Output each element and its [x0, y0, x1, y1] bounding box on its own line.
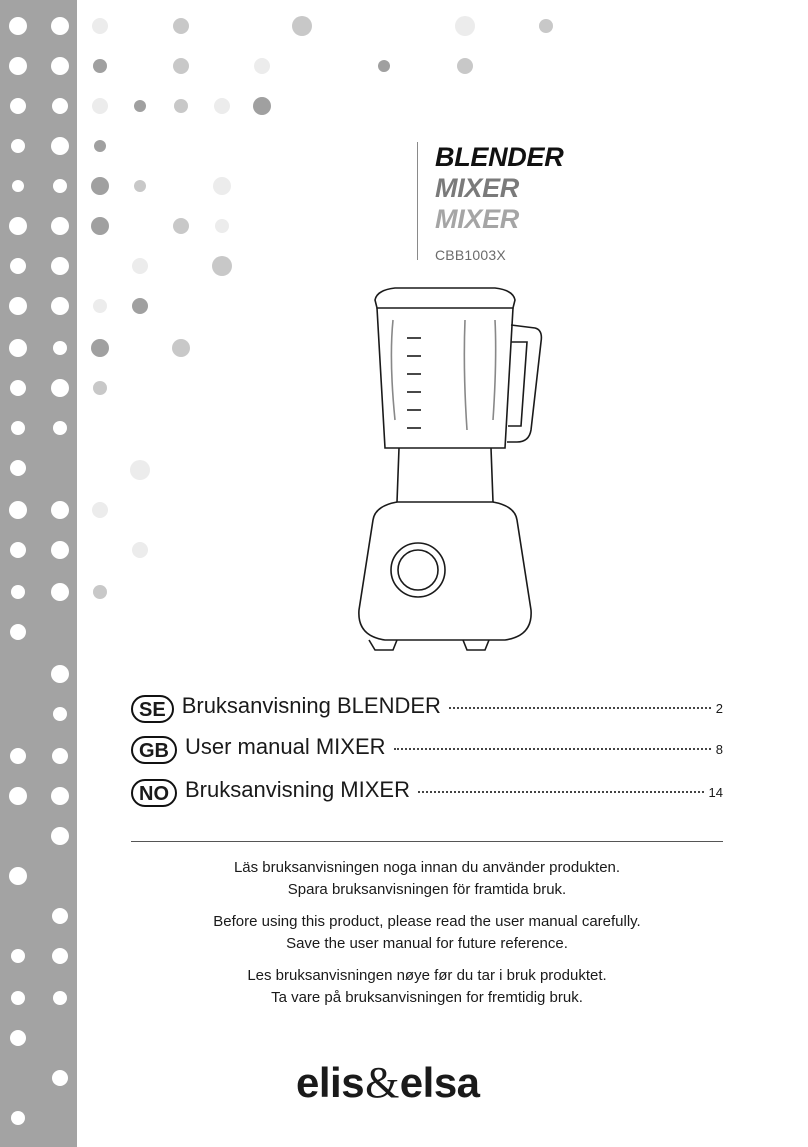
toc-page-se: 2 — [715, 701, 723, 716]
decor-dot — [53, 991, 67, 1005]
decor-dot — [173, 58, 189, 74]
notice-se-line1: Läs bruksanvisningen noga innan du använder produkten. — [233, 859, 621, 876]
decor-dot — [173, 218, 189, 234]
toc-entry-no[interactable] — [131, 776, 723, 810]
decor-dot — [51, 827, 69, 845]
decor-dot — [9, 787, 27, 805]
decor-dot — [132, 298, 148, 314]
decor-dot — [10, 1030, 26, 1046]
blender-illustration — [345, 280, 545, 660]
decor-dot — [53, 179, 67, 193]
decor-dot — [130, 460, 150, 480]
decor-dot — [51, 257, 69, 275]
decor-dot — [53, 341, 67, 355]
decor-dot — [9, 217, 27, 235]
decor-dot — [10, 258, 26, 274]
decor-dot — [52, 1070, 68, 1086]
decor-dot — [51, 787, 69, 805]
decor-dot — [93, 381, 107, 395]
decor-dot — [215, 219, 229, 233]
decor-dot — [91, 217, 109, 235]
decorative-strip — [0, 0, 77, 1147]
toc-entry-gb[interactable] — [131, 733, 723, 767]
toc-leader — [418, 791, 704, 793]
decor-dot — [52, 948, 68, 964]
decor-dot — [9, 57, 27, 75]
decor-dot — [51, 217, 69, 235]
decor-dot — [53, 421, 67, 435]
notice-no-line2: Ta vare på bruksanvisningen for fremtidig bruk. — [271, 989, 583, 1006]
decor-dot — [11, 1111, 25, 1125]
notice-gb-line1: Before using this product, please read the user manual carefully. — [213, 913, 641, 930]
decor-dot — [51, 379, 69, 397]
divider — [131, 841, 723, 842]
decor-dot — [51, 297, 69, 315]
decor-dot — [213, 177, 231, 195]
decor-dot — [51, 17, 69, 35]
decor-dot — [10, 380, 26, 396]
decor-dot — [9, 17, 27, 35]
decor-dot — [9, 339, 27, 357]
decor-dot — [174, 99, 188, 113]
decor-dot — [134, 100, 146, 112]
decor-dot — [10, 98, 26, 114]
toc-page-no: 14 — [708, 785, 723, 800]
language-badge-gb: GB — [131, 736, 177, 764]
decor-dot — [132, 258, 148, 274]
decor-dot — [92, 98, 108, 114]
decor-dot — [253, 97, 271, 115]
decor-dot — [10, 748, 26, 764]
decor-dot — [173, 18, 189, 34]
notice-no-line1: Les bruksanvisningen nøye før du tar i bruk produktet. — [247, 967, 607, 984]
title-blender: BLENDER — [435, 142, 564, 172]
decor-dot — [172, 339, 190, 357]
decor-dot — [539, 19, 553, 33]
decor-dot — [292, 16, 312, 36]
decor-dot — [11, 991, 25, 1005]
decor-dot — [457, 58, 473, 74]
decor-dot — [254, 58, 270, 74]
model-number: CBB1003X — [435, 247, 506, 263]
language-badge-no: NO — [131, 779, 177, 807]
toc-label-se: Bruksanvisning BLENDER — [181, 693, 441, 718]
brand-logo-right: elsa — [399, 1059, 480, 1106]
decor-dot — [10, 542, 26, 558]
decor-dot — [92, 18, 108, 34]
decor-dot — [93, 59, 107, 73]
decor-dot — [11, 949, 25, 963]
decor-dot — [93, 299, 107, 313]
decor-dot — [52, 98, 68, 114]
decor-dot — [11, 139, 25, 153]
toc-entry-se[interactable] — [131, 692, 723, 726]
notice-se-line2: Spara bruksanvisningen för framtida bruk. — [287, 881, 567, 898]
read-manual-notice — [131, 857, 723, 1019]
decor-dot — [93, 585, 107, 599]
title-mixer-no: MIXER — [435, 204, 520, 234]
decor-dot — [132, 542, 148, 558]
decor-dot — [9, 501, 27, 519]
decor-dot — [10, 460, 26, 476]
decor-dot — [11, 421, 25, 435]
decor-dot — [92, 502, 108, 518]
decor-dot — [51, 501, 69, 519]
title-mixer-gb: MIXER — [435, 173, 520, 203]
decor-dot — [12, 180, 24, 192]
language-badge-se: SE — [131, 695, 174, 723]
notice-gb-line2: Save the user manual for future reference. — [286, 935, 568, 952]
decor-dot — [378, 60, 390, 72]
decor-dot — [455, 16, 475, 36]
decor-dot — [51, 137, 69, 155]
brand-logo-ampersand: & — [365, 1058, 399, 1107]
decor-dot — [52, 748, 68, 764]
decor-dot — [212, 256, 232, 276]
decor-dot — [51, 583, 69, 601]
title-block — [417, 142, 564, 263]
decor-dot — [9, 867, 27, 885]
decor-dot — [51, 665, 69, 683]
brand-logo-left: elis — [296, 1059, 365, 1106]
decor-dot — [10, 624, 26, 640]
decor-dot — [9, 297, 27, 315]
toc-leader — [394, 748, 711, 750]
decor-dot — [94, 140, 106, 152]
decor-dot — [52, 908, 68, 924]
toc-leader — [449, 707, 711, 709]
decor-dot — [53, 707, 67, 721]
toc-page-gb: 8 — [715, 742, 723, 757]
toc-label-no: Bruksanvisning MIXER — [185, 777, 410, 802]
decor-dot — [51, 541, 69, 559]
brand-logo — [296, 1057, 480, 1108]
decor-dot — [214, 98, 230, 114]
decor-dot — [91, 177, 109, 195]
decor-dot — [91, 339, 109, 357]
decor-dot — [11, 585, 25, 599]
decor-dot — [134, 180, 146, 192]
toc-label-gb: User manual MIXER — [185, 734, 386, 759]
decor-dot — [51, 57, 69, 75]
